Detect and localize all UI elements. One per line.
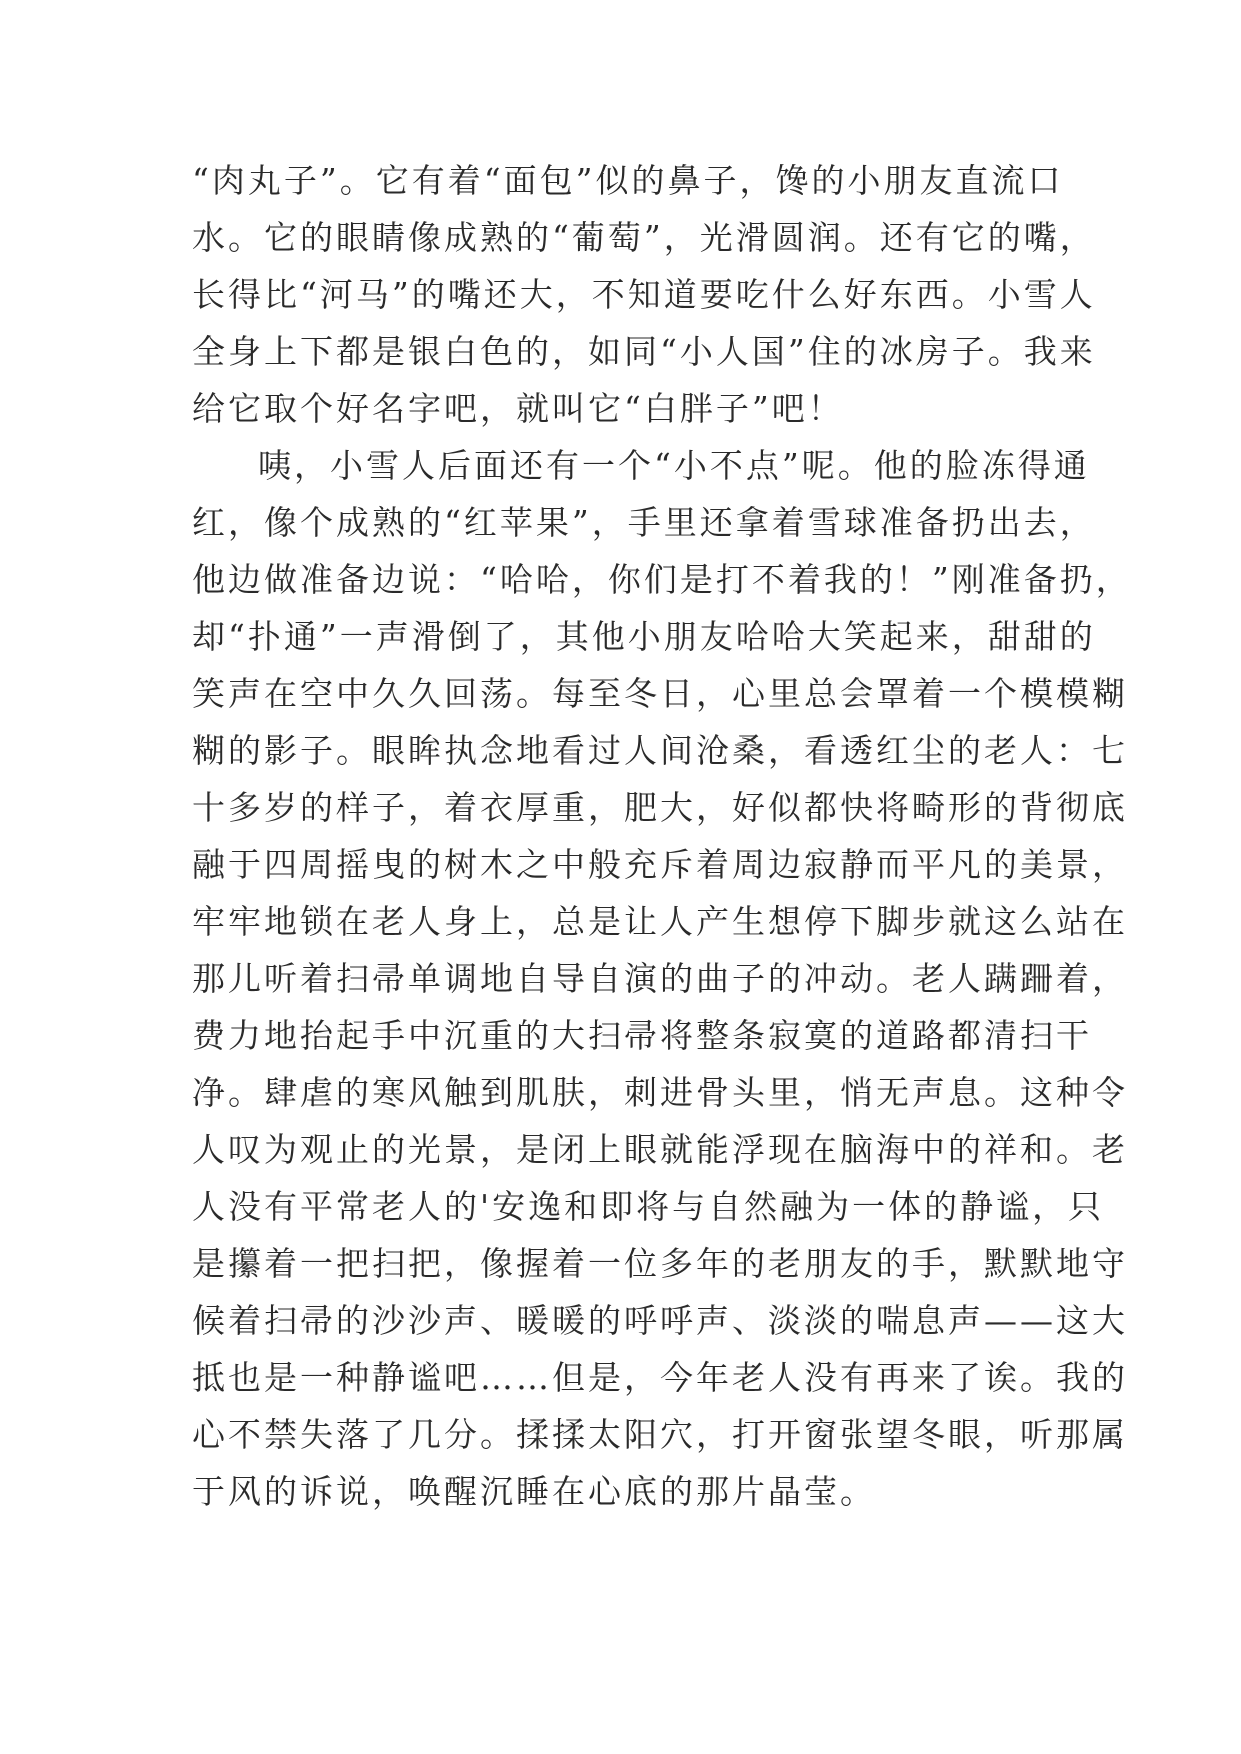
text-line: 于风的诉说，唤醒沉睡在心底的那片晶莹。 bbox=[192, 1472, 876, 1511]
text-line: 是攥着一把扫把，像握着一位多年的老朋友的手，默默地守 bbox=[192, 1244, 1128, 1283]
text-line-indented: 咦，小雪人后面还有一个“小不点”呢。他的脸冻得通 bbox=[258, 446, 1090, 485]
text-line: 长得比“河马”的嘴还大，不知道要吃什么好东西。小雪人 bbox=[192, 275, 1096, 314]
text-line: 十多岁的样子，着衣厚重，肥大，好似都快将畸形的背彻底 bbox=[192, 788, 1128, 827]
text-line: 融于四周摇曳的树木之中般充斥着周边寂静而平凡的美景， bbox=[192, 845, 1128, 884]
text-line: 他边做准备边说：“哈哈，你们是打不着我的！”刚准备扔， bbox=[192, 560, 1132, 599]
body-text bbox=[192, 152, 1132, 1520]
text-line: 抵也是一种静谧吧……但是，今年老人没有再来了诶。我的 bbox=[192, 1358, 1128, 1397]
text-line: 给它取个好名字吧，就叫它“白胖子”吧！ bbox=[192, 389, 844, 428]
text-line: 红，像个成熟的“红苹果”，手里还拿着雪球准备扔出去， bbox=[192, 503, 1096, 542]
text-line: “肉丸子”。它有着“面包”似的鼻子，馋的小朋友直流口 bbox=[192, 161, 1064, 200]
text-line: 人没有平常老人的'安逸和即将与自然融为一体的静谧，只 bbox=[192, 1187, 1105, 1226]
text-line: 那儿听着扫帚单调地自导自演的曲子的冲动。老人蹒跚着， bbox=[192, 959, 1128, 998]
text-line: 水。它的眼睛像成熟的“葡萄”，光滑圆润。还有它的嘴， bbox=[192, 218, 1096, 257]
paragraph-1 bbox=[192, 152, 1096, 437]
text-line: 心不禁失落了几分。揉揉太阳穴，打开窗张望冬眼，听那属 bbox=[192, 1415, 1128, 1454]
text-line: 费力地抬起手中沉重的大扫帚将整条寂寞的道路都清扫干 bbox=[192, 1016, 1092, 1055]
text-line: 候着扫帚的沙沙声、暖暖的呼呼声、淡淡的喘息声——这大 bbox=[192, 1301, 1128, 1340]
text-line: 糊的影子。眼眸执念地看过人间沧桑，看透红尘的老人：七 bbox=[192, 731, 1128, 770]
text-line: 牢牢地锁在老人身上，总是让人产生想停下脚步就这么站在 bbox=[192, 902, 1128, 941]
text-line: 全身上下都是银白色的，如同“小人国”住的冰房子。我来 bbox=[192, 332, 1096, 371]
text-line: 净。肆虐的寒风触到肌肤，刺进骨头里，悄无声息。这种令 bbox=[192, 1073, 1128, 1112]
paragraph-2 bbox=[192, 437, 1132, 1520]
text-line: 却“扑通”一声滑倒了，其他小朋友哈哈大笑起来，甜甜的 bbox=[192, 617, 1096, 656]
text-line: 人叹为观止的光景，是闭上眼就能浮现在脑海中的祥和。老 bbox=[192, 1130, 1128, 1169]
text-line: 笑声在空中久久回荡。每至冬日，心里总会罩着一个模模糊 bbox=[192, 674, 1128, 713]
